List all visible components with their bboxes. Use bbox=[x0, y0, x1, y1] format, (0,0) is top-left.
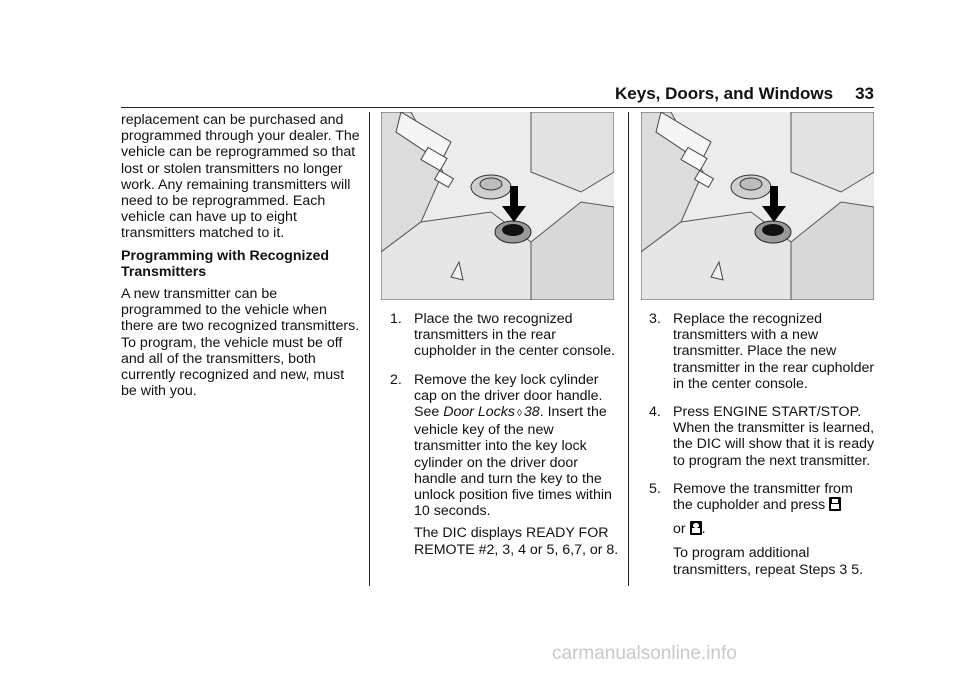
intro-paragraph: replacement can be purchased and programmed through your dealer. The vehicle can be reprogrammed so that lost or stolen transmitters no longer work. Any remaining transmitters will need to be reprogrammed. Each vehicle can have up to eight transmitters matched to it. bbox=[121, 112, 360, 242]
step-1 bbox=[390, 311, 620, 366]
page-number: 33 bbox=[855, 84, 874, 103]
column-3 bbox=[649, 311, 875, 590]
door-locks-link[interactable]: Door Locks bbox=[443, 404, 515, 421]
subheading-line-2: Transmitters bbox=[121, 263, 207, 280]
step-number: 2. bbox=[390, 371, 402, 388]
step-text bbox=[673, 481, 875, 515]
step-4 bbox=[649, 404, 875, 475]
body-paragraph: A new transmitter can be programmed to the vehicle when there are two recognized transmitters. To program, the vehicle must be off and all of the transmitters, both currently recognized and new, must be with you. bbox=[121, 286, 360, 400]
page-ref-arrow: ◊ bbox=[516, 408, 522, 420]
page-header bbox=[615, 84, 874, 104]
step-end: . bbox=[701, 521, 706, 538]
step-text bbox=[414, 372, 620, 520]
step-5 bbox=[649, 481, 875, 584]
section-title: Keys, Doors, and Windows bbox=[615, 84, 834, 103]
subheading-line-1: Programming with Recognized bbox=[121, 247, 330, 264]
step-2 bbox=[390, 372, 620, 564]
step-number: 1. bbox=[390, 311, 402, 327]
console-illustration-svg bbox=[381, 112, 614, 300]
column-divider-2 bbox=[628, 112, 629, 586]
step-text-post: . Insert the vehicle key of the new transmitter into the key lock cylinder on the driver door handle and turn the key to the unlock position five times within 10 seconds. bbox=[414, 404, 612, 520]
step-number: 3. bbox=[649, 311, 661, 327]
step-text-pre: Remove the key lock cylinder cap on the driver door handle. See bbox=[414, 371, 603, 421]
step-text: Place the two recognized transmitters in the rear cupholder in the center console. bbox=[414, 311, 616, 360]
lock-icon bbox=[690, 521, 702, 539]
step-number: 4. bbox=[649, 404, 661, 421]
page-ref-number[interactable]: 38 bbox=[523, 404, 540, 421]
console-illustration-svg bbox=[641, 112, 874, 300]
unlock-icon bbox=[829, 497, 841, 515]
or-text: or bbox=[673, 521, 686, 538]
step-text-pre: Remove the transmitter from the cupholder and press bbox=[673, 480, 853, 514]
header-rule bbox=[121, 107, 874, 108]
console-illustration-1 bbox=[381, 112, 614, 300]
step-text: Press ENGINE START/STOP. When the transmitter is learned, the DIC will show that it is ready to program the next transmitter. bbox=[673, 404, 875, 469]
column-2 bbox=[390, 311, 620, 570]
step-text: Replace the recognized transmitters with a new transmitter. Place the new transmitter in the rear cupholder in the center console. bbox=[673, 311, 875, 392]
column-divider-1 bbox=[369, 112, 370, 586]
console-illustration-2 bbox=[641, 112, 874, 300]
column-1 bbox=[121, 112, 361, 405]
section-subheading bbox=[121, 248, 361, 280]
watermark: carmanualsonline.info bbox=[552, 643, 737, 664]
step-note: The DIC displays READY FOR REMOTE #2, 3, 4 or 5, 6,7, or 8. bbox=[414, 525, 619, 558]
step-number: 5. bbox=[649, 480, 661, 497]
step-note: To program additional transmitters, repeat Steps 3 5. bbox=[673, 545, 864, 578]
step-text-cont bbox=[673, 521, 875, 539]
step-3 bbox=[649, 311, 875, 398]
